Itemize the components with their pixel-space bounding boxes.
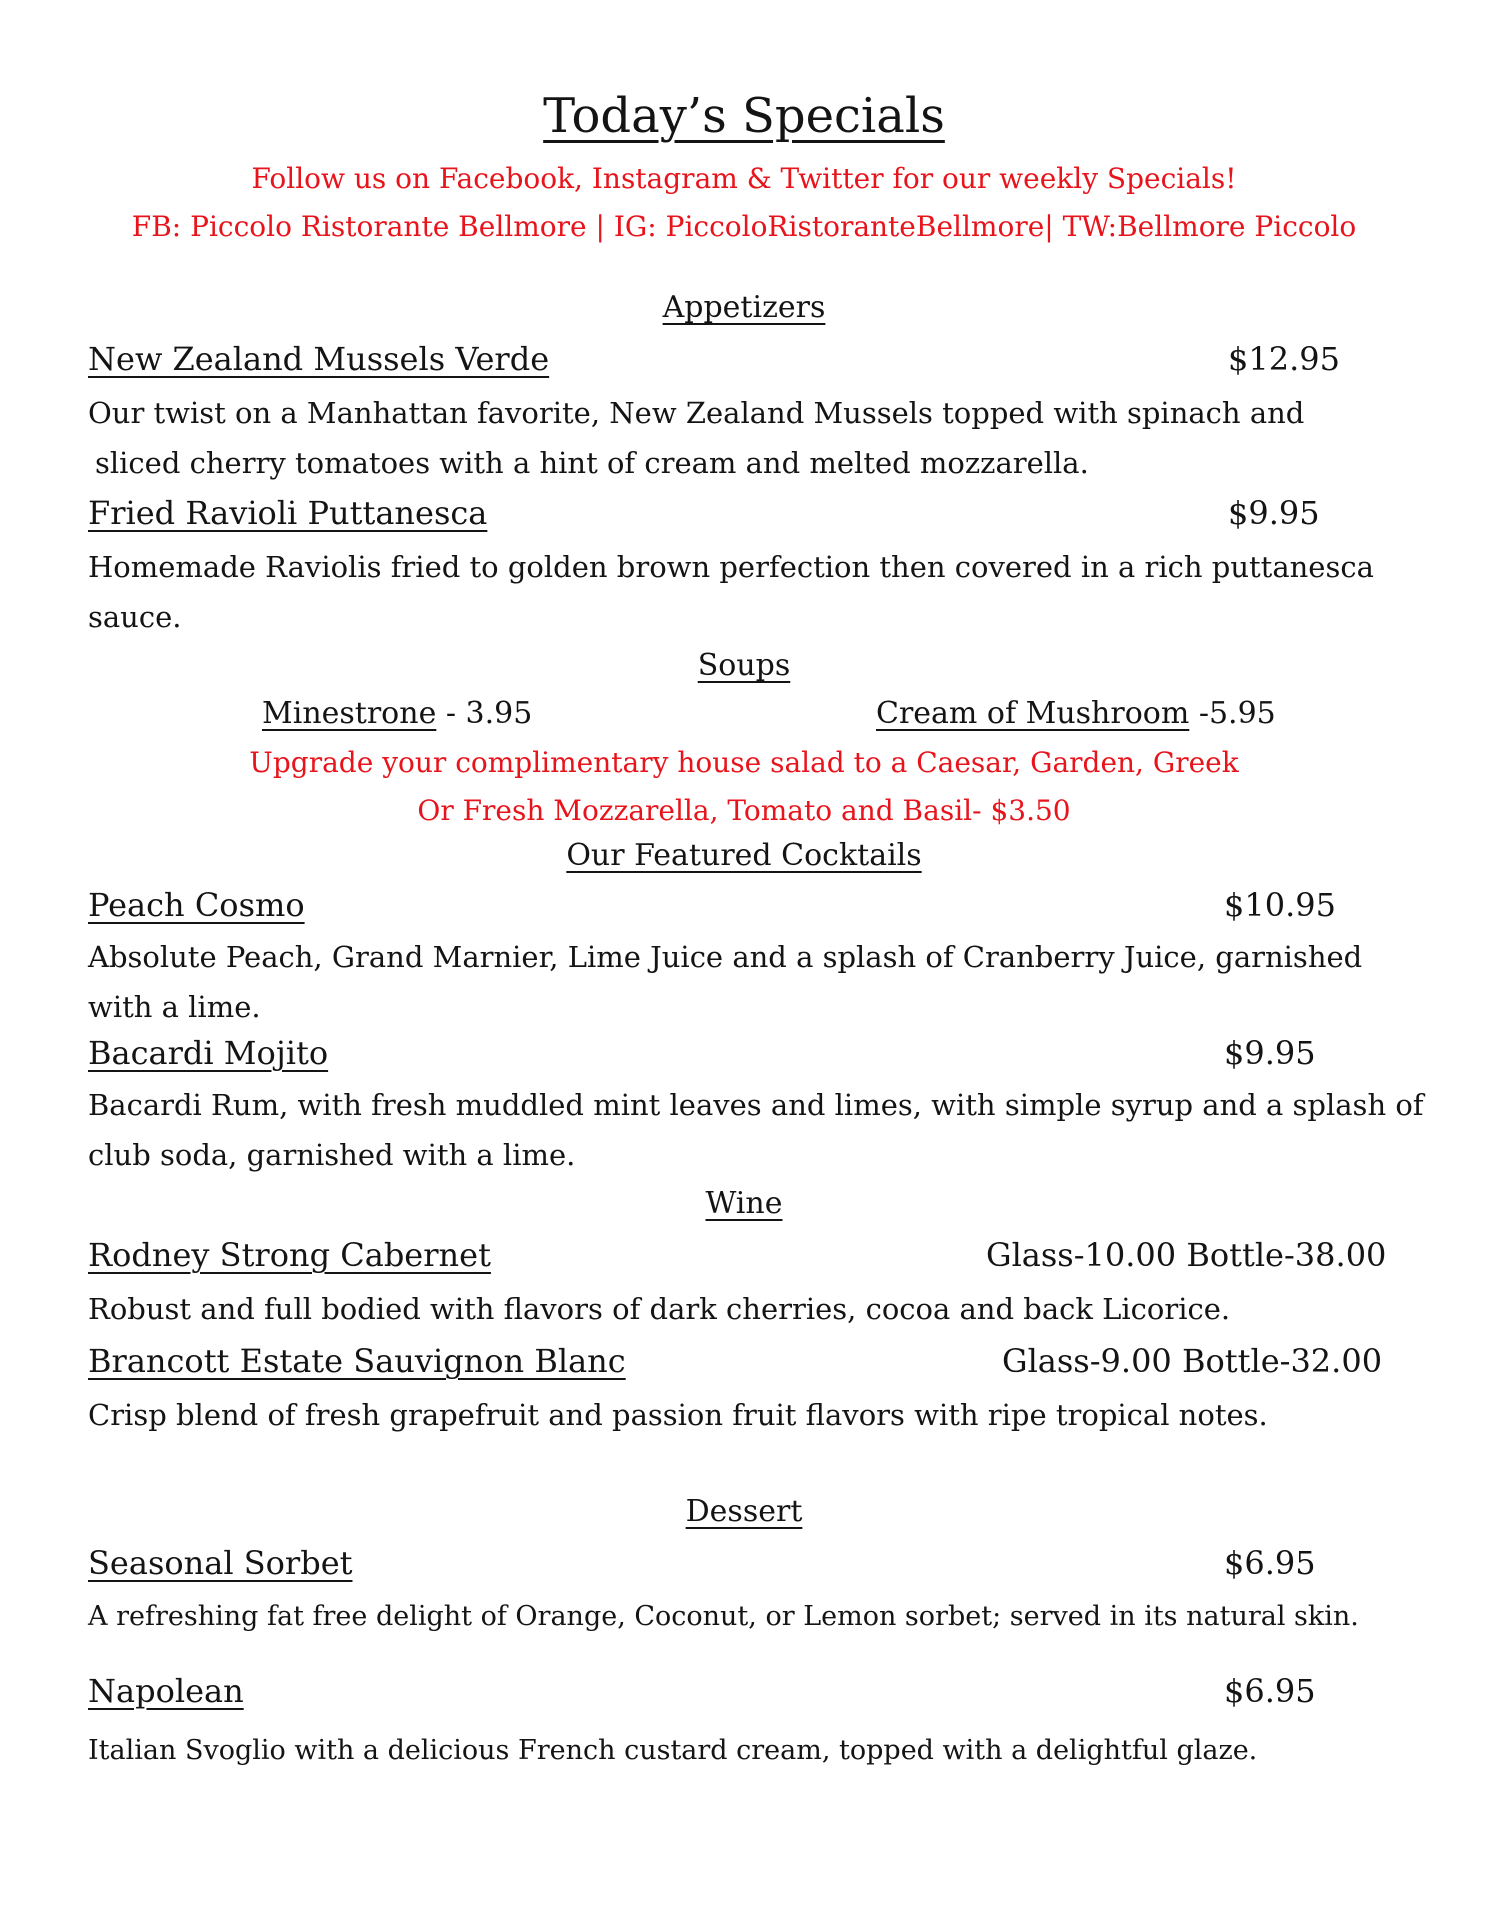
menu-item-description: club soda, garnished with a lime.: [88, 1138, 576, 1172]
menu-item-price: Glass-10.00 Bottle-38.00: [986, 1236, 1387, 1274]
menu-item-description: Robust and full bodied with flavors of dark cherries, cocoa and back Licorice.: [88, 1292, 1231, 1326]
menu-item-name: Fried Ravioli Puttanesca: [88, 494, 488, 532]
menu-item-price: $9.95: [1224, 1034, 1316, 1072]
page-title: Today’s Specials: [543, 88, 945, 144]
soup-item: [262, 696, 532, 731]
menu-item-description: A refreshing fat free delight of Orange, Coconut, or Lemon sorbet; served in its natural skin.: [88, 1601, 1359, 1632]
menu-item-name: Brancott Estate Sauvignon Blanc: [88, 1342, 626, 1380]
soup-name: Minestrone: [262, 696, 437, 731]
salad-upgrade-text: Upgrade your complimentary house salad to a Caesar, Garden, Greek: [249, 746, 1239, 779]
menu-item-description: Absolute Peach, Grand Marnier, Lime Juice and a splash of Cranberry Juice, garnished: [88, 940, 1363, 974]
menu-item-name: Napolean: [88, 1672, 244, 1710]
menu-item-description: sliced cherry tomatoes with a hint of cream and melted mozzarella.: [95, 446, 1089, 480]
soup-item: [876, 696, 1276, 731]
menu-item-description: Our twist on a Manhattan favorite, New Zealand Mussels topped with spinach and: [88, 396, 1305, 430]
menu-item-price: $12.95: [1228, 340, 1340, 378]
soup-price: - 3.95: [436, 696, 533, 731]
soup-price: -5.95: [1189, 696, 1276, 731]
soup-name: Cream of Mushroom: [876, 696, 1190, 731]
menu-item-description: Crisp blend of fresh grapefruit and passion fruit flavors with ripe tropical notes.: [88, 1398, 1268, 1432]
menu-item-name: New Zealand Mussels Verde: [88, 340, 550, 378]
menu-item-price: $10.95: [1224, 886, 1336, 924]
menu-item-price: $9.95: [1228, 494, 1320, 532]
appetizers-heading: Appetizers: [662, 290, 826, 325]
menu-item-description: with a lime.: [88, 990, 261, 1024]
dessert-heading: Dessert: [685, 1494, 803, 1529]
menu-item-description: sauce.: [88, 600, 182, 634]
menu-item-description: Italian Svoglio with a delicious French custard cream, topped with a delightful glaze.: [88, 1735, 1258, 1766]
menu-item-name: Bacardi Mojito: [88, 1034, 329, 1072]
menu-item-name: Peach Cosmo: [88, 886, 305, 924]
menu-item-name: Seasonal Sorbet: [88, 1544, 353, 1582]
menu-item-price: $6.95: [1224, 1544, 1316, 1582]
menu-item-description: Bacardi Rum, with fresh muddled mint leaves and limes, with simple syrup and a splash of: [88, 1088, 1424, 1122]
menu-item-name: Rodney Strong Cabernet: [88, 1236, 491, 1274]
menu-item-description: Homemade Raviolis fried to golden brown perfection then covered in a rich puttanesca: [88, 550, 1374, 584]
menu-item-price: Glass-9.00 Bottle-32.00: [1002, 1342, 1383, 1380]
social-follow-text: Follow us on Facebook, Instagram & Twitter for our weekly Specials!: [251, 162, 1237, 195]
soups-heading: Soups: [697, 648, 791, 683]
menu-item-price: $6.95: [1224, 1672, 1316, 1710]
salad-upgrade-text: Or Fresh Mozzarella, Tomato and Basil- $3.50: [417, 794, 1071, 827]
social-handles-text: FB: Piccolo Ristorante Bellmore | IG: PiccoloRistoranteBellmore| TW:Bellmore Piccolo: [131, 210, 1357, 243]
wine-heading: Wine: [705, 1186, 783, 1221]
cocktails-heading: Our Featured Cocktails: [566, 838, 922, 873]
